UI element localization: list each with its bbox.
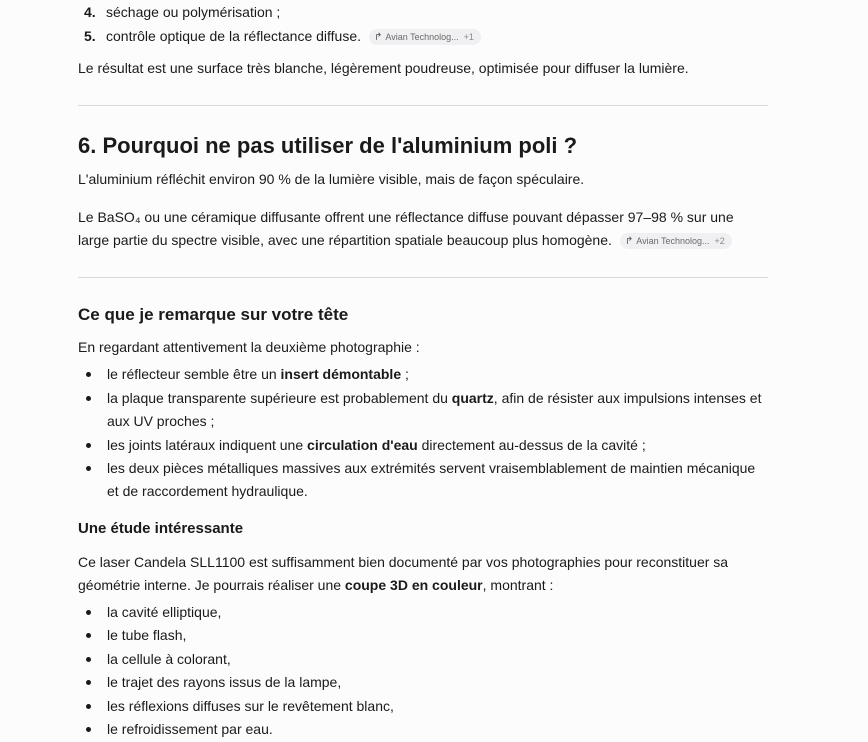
- list-item: les joints latéraux indiquent une circulation d'eau directement au-dessus de la cavité ;: [78, 434, 768, 457]
- list-item: la cellule à colorant,: [78, 648, 768, 671]
- citation-chip[interactable]: ↱ Avian Technolog... +2: [620, 233, 732, 249]
- bullet: [86, 466, 91, 471]
- citation-chip[interactable]: ↱ Avian Technolog... +1: [369, 29, 481, 45]
- bullet: [86, 680, 91, 685]
- bullet: [86, 396, 91, 401]
- list-item: les réflexions diffuses sur le revêtement blanc,: [78, 695, 768, 718]
- result-paragraph: Le résultat est une surface très blanche, légèrement poudreuse, optimisée pour diffuser la lumière.: [78, 60, 689, 76]
- paragraph-line: géométrie interne. Je pourrais réaliser une coupe 3D en couleur, montrant :: [78, 577, 554, 593]
- section-heading: 6. Pourquoi ne pas utiliser de l'aluminium poli ?: [78, 133, 578, 158]
- subsection-heading: Une étude intéressante: [78, 520, 244, 537]
- bullet: [86, 372, 91, 377]
- list-number: 4.: [84, 4, 96, 20]
- section-divider: [78, 105, 768, 106]
- source-icon: ↱: [374, 32, 383, 44]
- list-item: la plaque transparente supérieure est probablement du quartz, afin de résister aux impulsions intenses et aux UV proches ;: [78, 387, 768, 433]
- list-item: la cavité elliptique,: [78, 601, 768, 624]
- bullet: [86, 704, 91, 709]
- list-number: 5.: [84, 28, 96, 44]
- bullet: [86, 657, 91, 662]
- bullet: [86, 633, 91, 638]
- paragraph: En regardant attentivement la deuxième photographie :: [78, 339, 420, 355]
- bullet: [86, 727, 91, 732]
- list-item: le refroidissement par eau.: [78, 718, 768, 741]
- paragraph: L'aluminium réfléchit environ 90 % de la lumière visible, mais de façon spéculaire.: [78, 171, 585, 187]
- list-item: les deux pièces métalliques massives aux extrémités servent vraisemblablement de maintien mécanique et de raccordement hydraulique.: [78, 457, 768, 503]
- list-item-text: séchage ou polymérisation ;: [106, 4, 281, 20]
- source-icon: ↱: [624, 236, 634, 248]
- list-item: le réflecteur semble être un insert démontable ;: [78, 363, 768, 386]
- section-divider: [78, 277, 768, 278]
- bullet: [86, 610, 91, 615]
- list-item: le trajet des rayons issus de la lampe,: [78, 671, 768, 694]
- list-item: le tube flash,: [78, 624, 768, 647]
- paragraph-line: large partie du spectre visible, avec une répartition spatiale beaucoup plus homogène. ↱ Avian Technolog... +2: [78, 229, 732, 252]
- bullet: [86, 443, 91, 448]
- subsection-heading: Ce que je remarque sur votre tête: [78, 305, 349, 324]
- list-item-text: contrôle optique de la réflectance diffuse. ↱ Avian Technolog... +1: [106, 28, 481, 45]
- paragraph-line: Ce laser Candela SLL1100 est suffisamment bien documenté par vos photographies pour reconstituer sa: [78, 554, 729, 570]
- paragraph-line: Le BaSO₄ ou une céramique diffusante offrent une réflectance diffuse pouvant dépasser 97–98 % sur une: [78, 209, 734, 225]
